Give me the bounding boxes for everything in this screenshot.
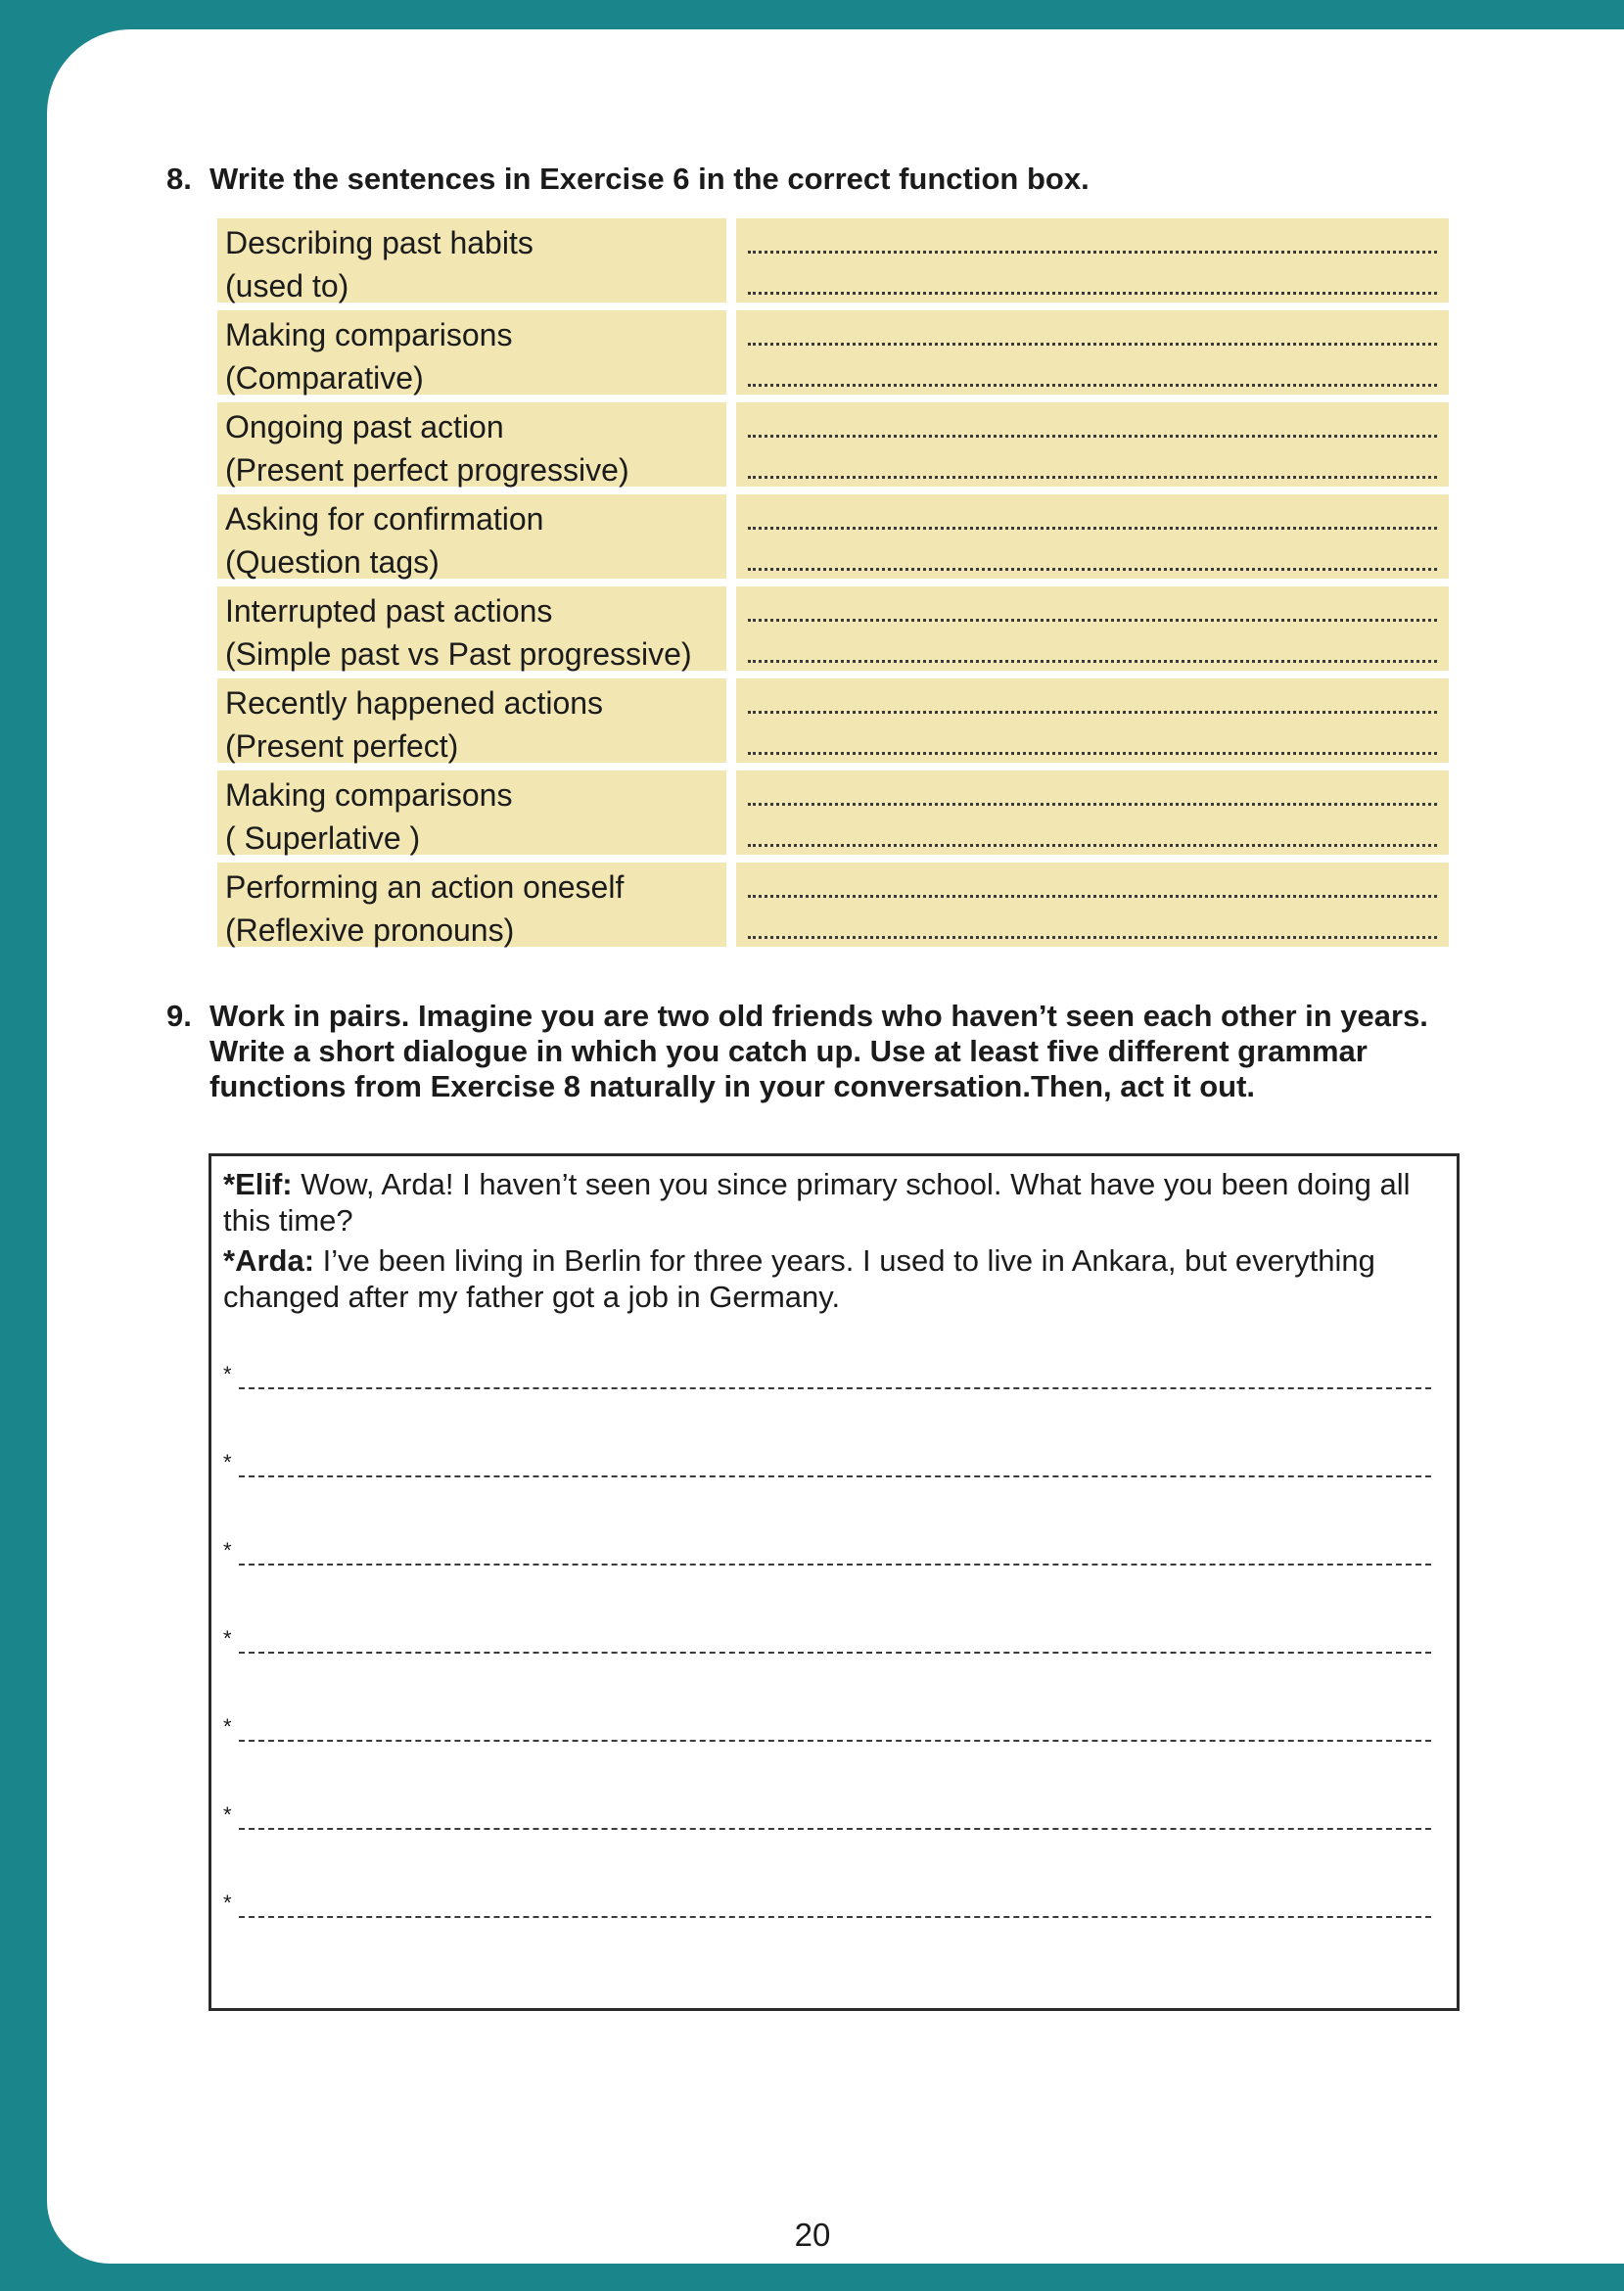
- grammar-name: (Reflexive pronouns): [225, 912, 515, 948]
- bullet-star: *: [223, 1802, 232, 1827]
- blank-dialogue-line[interactable]: [223, 1804, 1431, 1834]
- function-label: [217, 586, 726, 671]
- bullet-star: *: [223, 1362, 232, 1386]
- function-name: Recently happened actions: [225, 685, 604, 721]
- exercise-9-title: [166, 999, 1429, 1104]
- blank-dialogue-line[interactable]: [223, 1628, 1431, 1658]
- dotted-answer-line: [748, 895, 1437, 898]
- dotted-answer-line: [748, 568, 1437, 571]
- speaker-name: Arda:: [235, 1243, 315, 1278]
- dotted-answer-line: [748, 527, 1437, 530]
- dialogue-text: I’ve been living in Berlin for three years. I used to live in Ankara, but everything changed after my father got a job in Germany.: [223, 1243, 1375, 1314]
- dashed-line: [239, 1740, 1431, 1742]
- grammar-name: (Simple past vs Past progressive): [225, 636, 692, 672]
- blank-dialogue-line[interactable]: [223, 1452, 1431, 1481]
- function-row: [217, 863, 1449, 947]
- blank-dialogue-line[interactable]: [223, 1893, 1431, 1922]
- dashed-line: [239, 1828, 1431, 1830]
- answer-box[interactable]: [736, 494, 1449, 579]
- bullet-star: *: [223, 1714, 232, 1739]
- blank-dialogue-line[interactable]: [223, 1364, 1431, 1393]
- function-row: [217, 586, 1449, 671]
- exercise-9-number: 9.: [166, 999, 192, 1033]
- function-name: Interrupted past actions: [225, 593, 553, 629]
- bullet-star: *: [223, 1538, 232, 1563]
- grammar-name: (Comparative): [225, 360, 424, 396]
- function-label: [217, 402, 726, 487]
- answer-box[interactable]: [736, 586, 1449, 671]
- function-name: Ongoing past action: [225, 409, 504, 444]
- speaker-name: Elif:: [235, 1167, 293, 1201]
- function-name: Making comparisons: [225, 317, 513, 352]
- function-name: Describing past habits: [225, 225, 534, 260]
- exercise-8-title: [166, 162, 1439, 197]
- function-row: [217, 402, 1449, 487]
- dotted-answer-line: [748, 619, 1437, 622]
- grammar-name: (Present perfect): [225, 728, 459, 764]
- exercise-8-instruction: Write the sentences in Exercise 6 in the correct function box.: [209, 162, 1090, 196]
- dotted-answer-line: [748, 752, 1437, 755]
- page-number: 20: [794, 2217, 831, 2253]
- dialogue-box: [209, 1153, 1460, 2011]
- blank-dialogue-line[interactable]: [223, 1540, 1431, 1569]
- dotted-answer-line: [748, 936, 1437, 939]
- exercise-9-instruction: Work in pairs. Imagine you are two old friends who haven’t seen each other in years. Write a short dialogue in which you catch up. Use at least five different grammar functions from Exercise 8 naturally in your conversation.Then, act it out.: [209, 999, 1428, 1103]
- function-row: [217, 218, 1449, 303]
- dotted-answer-line: [748, 384, 1437, 387]
- dotted-answer-line: [748, 435, 1437, 438]
- bullet-star: *: [223, 1167, 236, 1201]
- grammar-name: (Question tags): [225, 544, 440, 580]
- bullet-star: *: [223, 1891, 232, 1915]
- dashed-line: [239, 1387, 1431, 1389]
- function-row: [217, 771, 1449, 855]
- dotted-answer-line: [748, 803, 1437, 806]
- dotted-answer-line: [748, 844, 1437, 847]
- grammar-name: (Present perfect progressive): [225, 452, 629, 488]
- answer-box[interactable]: [736, 771, 1449, 855]
- function-label: [217, 863, 726, 947]
- function-name: Asking for confirmation: [225, 501, 544, 537]
- dotted-answer-line: [748, 711, 1437, 714]
- exercise-8-number: 8.: [166, 162, 192, 196]
- function-table: [217, 218, 1449, 955]
- dotted-answer-line: [748, 476, 1437, 479]
- answer-box[interactable]: [736, 310, 1449, 395]
- function-name: Making comparisons: [225, 777, 513, 813]
- dashed-line: [239, 1916, 1431, 1918]
- bullet-star: *: [223, 1450, 232, 1474]
- function-label: [217, 218, 726, 303]
- function-name: Performing an action oneself: [225, 869, 625, 905]
- dashed-line: [239, 1564, 1431, 1566]
- dashed-line: [239, 1652, 1431, 1654]
- dialogue-line-arda: [223, 1242, 1427, 1315]
- dialogue-text: Wow, Arda! I haven’t seen you since primary school. What have you been doing all this time?: [223, 1167, 1411, 1238]
- function-label: [217, 771, 726, 855]
- dashed-line: [239, 1475, 1431, 1477]
- dotted-answer-line: [748, 343, 1437, 346]
- function-label: [217, 678, 726, 763]
- dotted-answer-line: [748, 292, 1437, 295]
- answer-box[interactable]: [736, 678, 1449, 763]
- answer-box[interactable]: [736, 863, 1449, 947]
- function-row: [217, 678, 1449, 763]
- grammar-name: ( Superlative ): [225, 820, 421, 856]
- dotted-answer-line: [748, 251, 1437, 254]
- function-label: [217, 494, 726, 579]
- grammar-name: (used to): [225, 268, 349, 304]
- bullet-star: *: [223, 1626, 232, 1651]
- blank-dialogue-line[interactable]: [223, 1716, 1431, 1746]
- function-label: [217, 310, 726, 395]
- answer-box[interactable]: [736, 218, 1449, 303]
- answer-box[interactable]: [736, 402, 1449, 487]
- dotted-answer-line: [748, 660, 1437, 663]
- dialogue-line-elif: [223, 1166, 1427, 1239]
- function-row: [217, 494, 1449, 579]
- function-row: [217, 310, 1449, 395]
- bullet-star: *: [223, 1243, 236, 1278]
